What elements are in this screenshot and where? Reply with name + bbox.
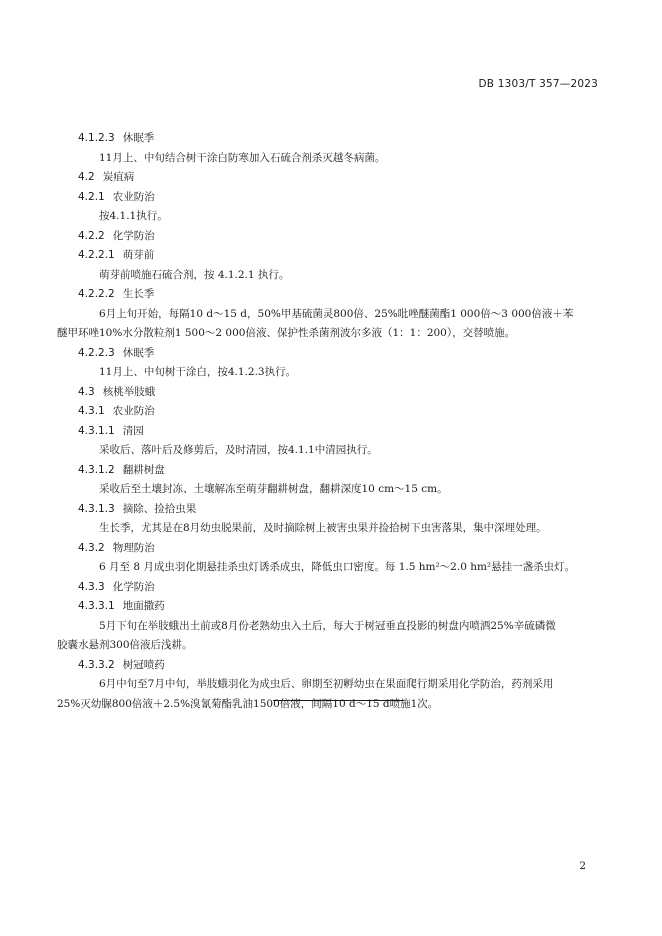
paragraph-line: 25%灭幼脲800倍液＋2.5%溴氰菊酯乳油1500倍液，间隔10 d～15 d喷施1次。 (57, 697, 439, 710)
section-title: 生长季 (122, 288, 155, 300)
paragraph-line: 6月上旬开始，每隔10 d～15 d，50%甲基硫菌灵800倍、25%吡唑醚菌酯1 000倍～3 000倍液＋苯 (99, 307, 574, 320)
section-number: 4.3.1.2 (78, 463, 115, 476)
section-heading (78, 578, 600, 598)
paragraph-line: 按4.1.1执行。 (99, 210, 168, 222)
section-title: 翻耕树盘 (122, 463, 165, 476)
paragraph (78, 207, 600, 227)
paragraph-line: 醚甲环唑10%水分散粒剂1 500～2 000倍液、保护性杀菌剂波尔多液（1：1：200），交替喷施。 (57, 327, 516, 339)
section-heading (78, 246, 600, 266)
section-number: 4.2 (78, 171, 95, 183)
section-number: 4.2.2.2 (78, 288, 115, 300)
section-heading (78, 656, 600, 676)
section-number: 4.3.3.1 (78, 600, 115, 612)
section-heading (78, 344, 600, 364)
section-heading (78, 227, 600, 247)
section-number: 4.3 (78, 385, 95, 398)
paragraph (57, 617, 600, 656)
section-number: 4.2.1 (78, 190, 105, 203)
section-title: 休眠季 (122, 132, 155, 144)
paragraph (78, 149, 600, 169)
paragraph-line: 萌芽前喷施石硫合剂，按 4.1.2.1 执行。 (99, 268, 290, 281)
section-title: 核桃举肢蛾 (102, 385, 156, 398)
paragraph-line: 5月下旬在举肢蛾出土前或8月份老熟幼虫入土后，每大于树冠垂直投影的树盘内喷洒25%辛硫磷微 (99, 619, 556, 632)
section-heading (78, 500, 600, 520)
section-number: 4.3.3 (78, 580, 105, 593)
section-number: 4.2.2 (78, 229, 105, 242)
section-title: 萌芽前 (122, 249, 155, 261)
section-title: 物理防治 (112, 541, 155, 554)
paragraph-line: 11月上、中旬树干涂白，按4.1.2.3执行。 (99, 366, 297, 378)
section-heading (78, 168, 600, 188)
section-title: 地面撒药 (122, 600, 165, 612)
section-title: 炭疽病 (102, 171, 135, 183)
section-number: 4.3.1 (78, 405, 105, 417)
paragraph-line: 6 月至 8 月成虫羽化期悬挂杀虫灯诱杀成虫，降低虫口密度。每 1.5 hm²～2.0 hm²悬挂一盏杀虫灯。 (99, 561, 576, 573)
section-heading (78, 539, 600, 559)
section-title: 休眠季 (122, 346, 155, 359)
section-heading (78, 402, 600, 422)
section-number: 4.2.2.3 (78, 346, 115, 359)
paragraph-line: 采收后、落叶后及修剪后，及时清园，按4.1.1中清园执行。 (99, 444, 378, 456)
section-number: 4.3.1.3 (78, 502, 115, 515)
paragraph (57, 305, 600, 344)
page-number: 2 (579, 860, 586, 872)
paragraph (57, 675, 600, 714)
paragraph-line: 生长季，尤其是在8月幼虫脱果前，及时摘除树上被害虫果并捡拾树下虫害落果，集中深埋处理。 (99, 522, 547, 534)
paragraph (78, 558, 600, 578)
paragraph (78, 480, 600, 500)
paragraph-line: 11月上、中旬结合树干涂白防寒加入石硫合剂杀灭越冬病菌。 (99, 151, 386, 164)
paragraph (78, 266, 600, 286)
section-title: 化学防治 (112, 580, 155, 593)
section-heading (78, 383, 600, 403)
paragraph (78, 363, 600, 383)
paragraph (78, 441, 600, 461)
section-number: 4.3.3.2 (78, 658, 115, 671)
section-heading (78, 285, 600, 305)
paragraph (78, 519, 600, 539)
section-title: 清园 (122, 424, 144, 437)
section-heading (78, 129, 600, 149)
section-title: 化学防治 (112, 229, 155, 242)
section-heading (78, 188, 600, 208)
section-number: 4.2.2.1 (78, 249, 115, 261)
section-title: 摘除、捡拾虫果 (122, 502, 197, 515)
paragraph-line: 采收后至土壤封冻、土壤解冻至萌芽翻耕树盘，翻耕深度10 cm～15 cm。 (99, 483, 448, 495)
section-heading (78, 422, 600, 442)
document-id-header: DB 1303/T 357—2023 (478, 78, 598, 90)
section-heading (78, 597, 600, 617)
document-body (57, 129, 600, 714)
section-title: 农业防治 (112, 405, 155, 417)
section-number: 4.3.2 (78, 541, 105, 554)
paragraph-line: 6月中旬至7月中旬，举肢蛾羽化为成虫后、卵期至初孵幼虫在果面爬行期采用化学防治，药剂采用 (99, 678, 554, 690)
section-number: 4.3.1.1 (78, 424, 115, 437)
end-rule-divider (273, 700, 404, 701)
section-title: 农业防治 (112, 190, 155, 203)
section-heading (78, 461, 600, 481)
section-title: 树冠喷药 (122, 658, 165, 671)
section-number: 4.1.2.3 (78, 132, 115, 144)
paragraph-line: 胶囊水悬剂300倍液后浅耕。 (57, 639, 193, 651)
